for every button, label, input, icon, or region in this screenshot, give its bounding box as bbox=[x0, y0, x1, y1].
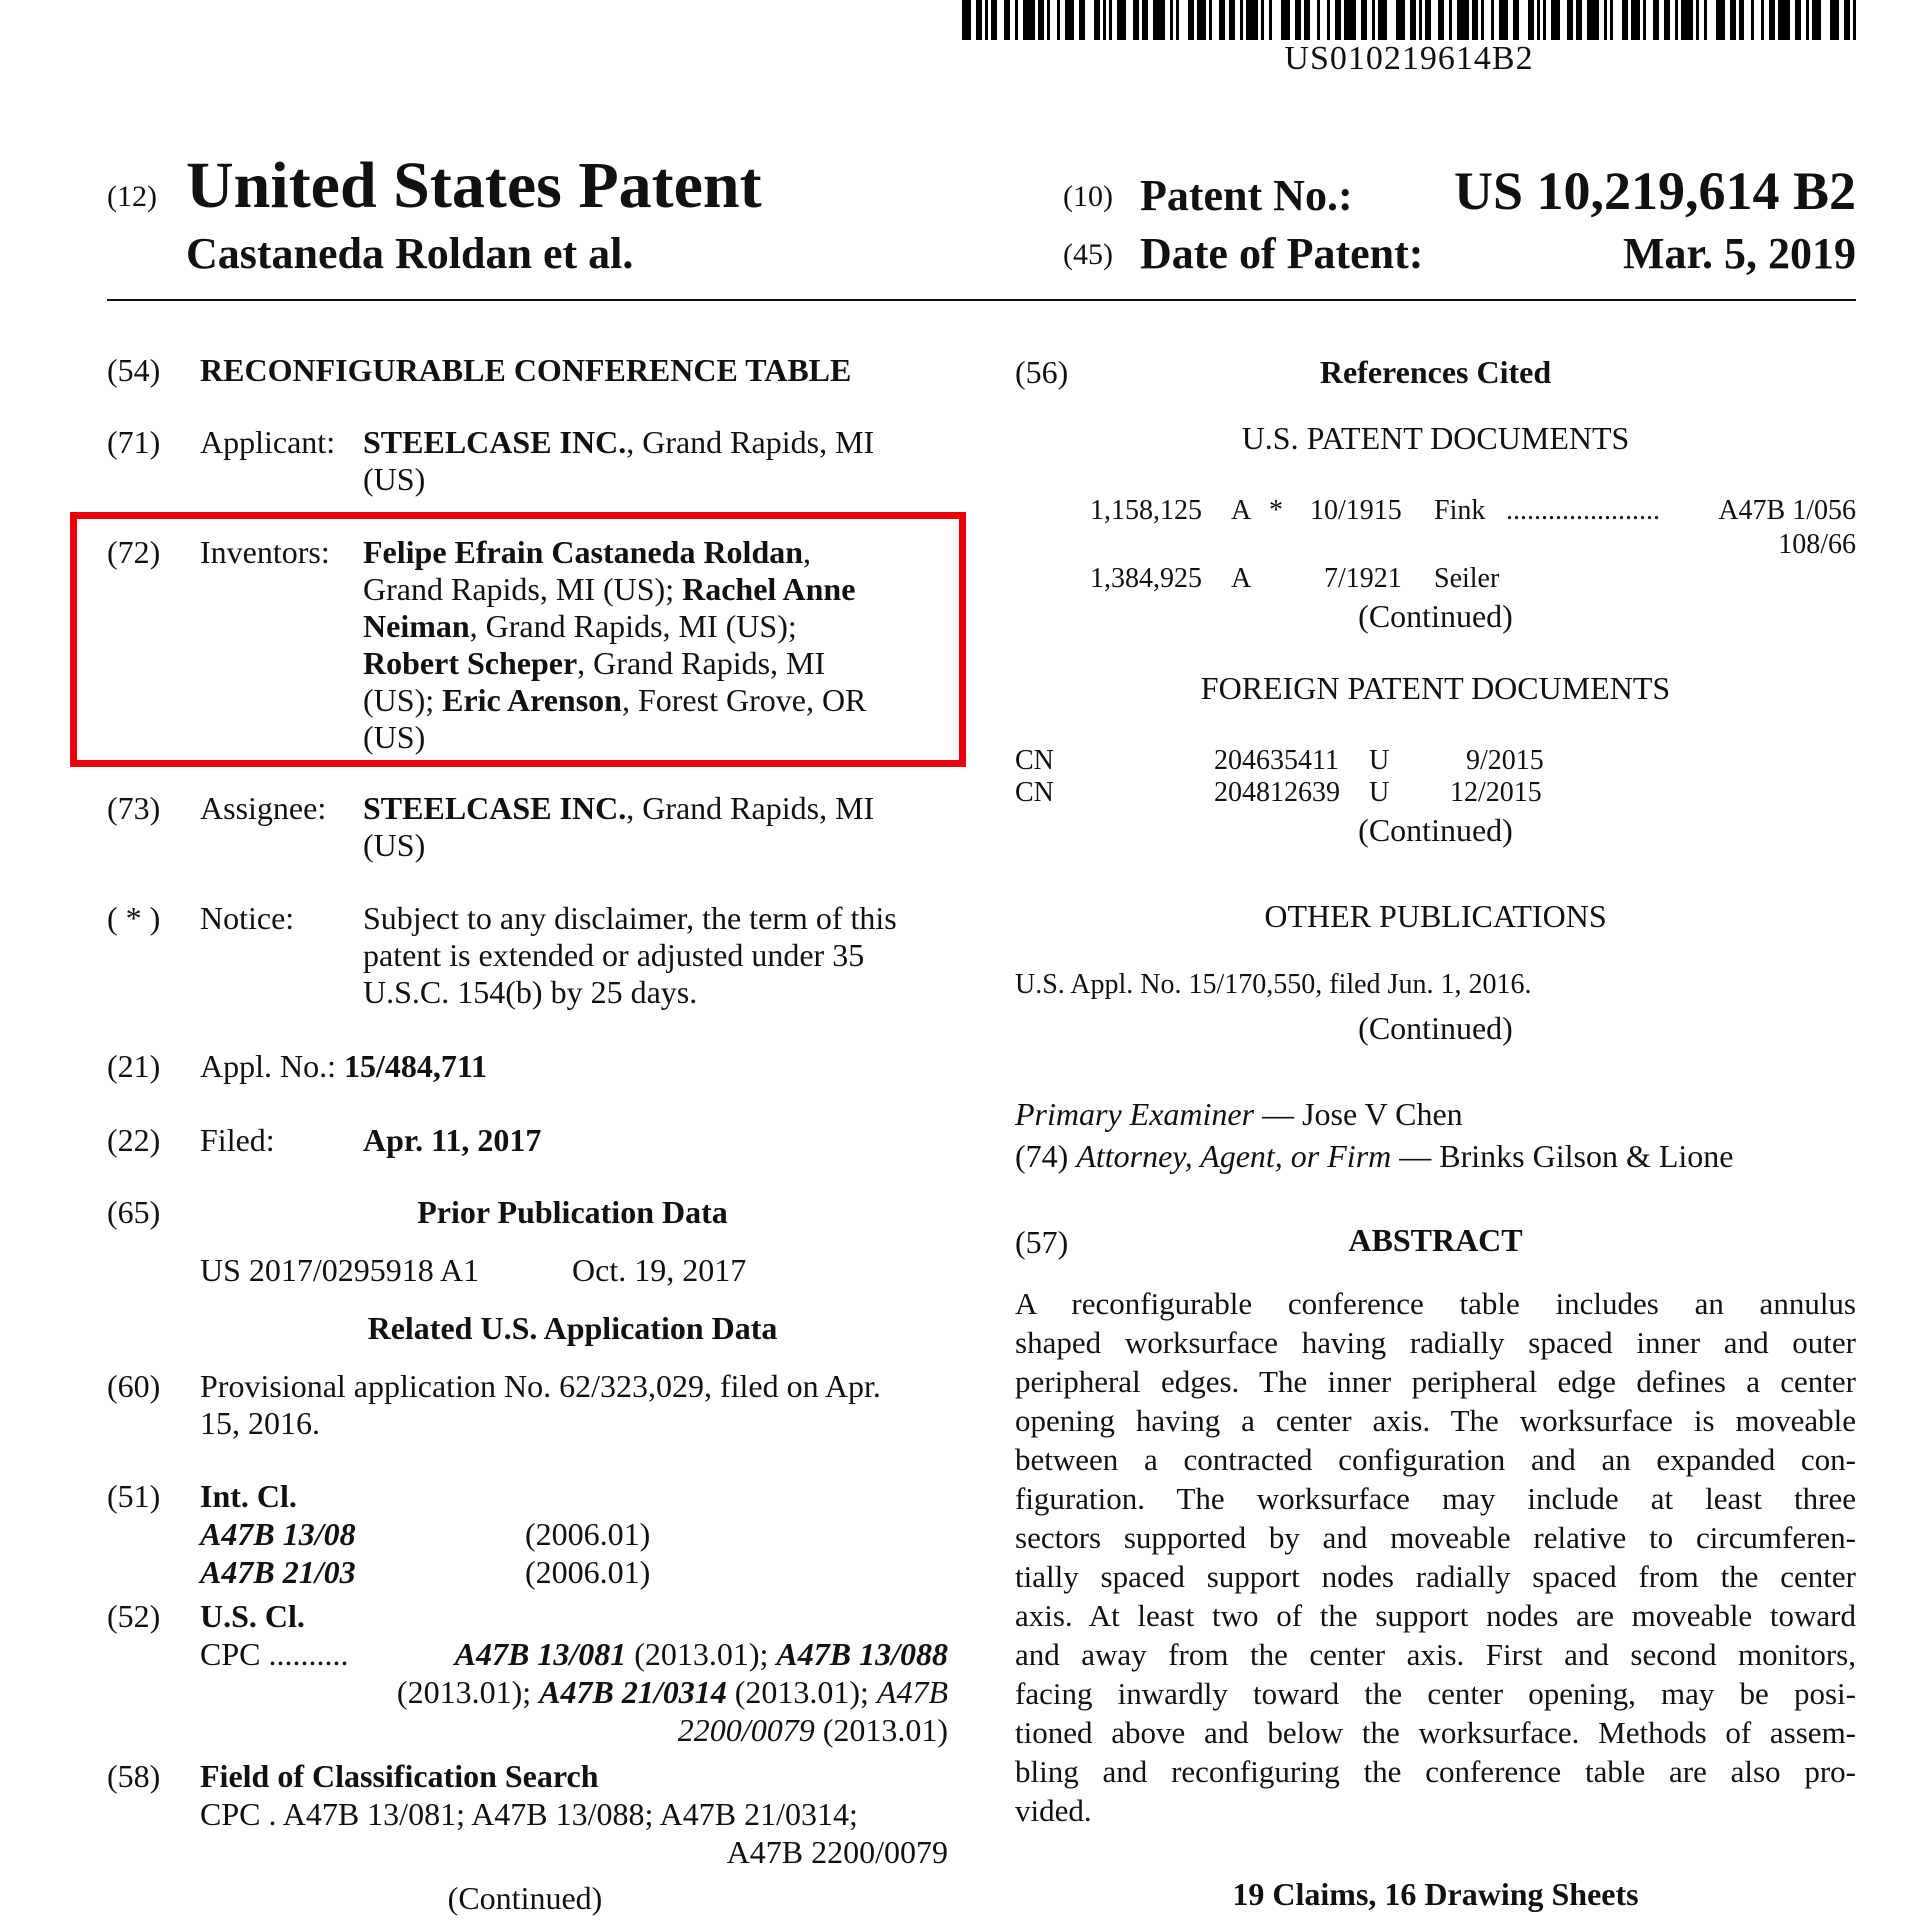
cpc-version: (2013.01); bbox=[626, 1636, 777, 1672]
other-pub-entry: U.S. Appl. No. 15/170,550, filed Jun. 1, 2016. bbox=[1015, 969, 1532, 1000]
barcode-bar bbox=[1378, 0, 1387, 40]
cpc-version: (2013.01) bbox=[814, 1712, 948, 1748]
abstract-line: axis. At least two of the support nodes are moveable toward bbox=[1015, 1598, 1856, 1633]
barcode-space bbox=[997, 0, 1004, 40]
assignee-code: (73) bbox=[107, 790, 161, 826]
refs-code: (56) bbox=[1015, 354, 1069, 390]
barcode-space bbox=[1387, 0, 1396, 40]
barcode-space bbox=[1272, 0, 1281, 40]
other-pubs-heading: OTHER PUBLICATIONS bbox=[1264, 898, 1607, 934]
primary-examiner bbox=[1015, 1096, 1463, 1133]
provisional-line: Provisional application No. 62/323,029, filed on Apr. bbox=[200, 1368, 881, 1404]
barcode-bar bbox=[1778, 0, 1790, 40]
barcode-space bbox=[1484, 0, 1491, 40]
barcode-space bbox=[1310, 0, 1317, 40]
barcode-bar bbox=[1344, 0, 1356, 40]
barcode-space bbox=[1707, 0, 1716, 40]
patent-number: US 10,219,614 B2 bbox=[1453, 161, 1856, 221]
notice-line: Subject to any disclaimer, the term of this bbox=[363, 900, 897, 936]
related-app-heading: Related U.S. Application Data bbox=[367, 1310, 778, 1346]
notice-line: patent is extended or adjusted under 35 bbox=[363, 937, 865, 973]
doc-kind: A bbox=[1231, 495, 1252, 526]
assignee-value bbox=[363, 790, 948, 864]
examiner-name: Jose V Chen bbox=[1302, 1096, 1463, 1132]
inventor-location: , Grand Rapids, MI bbox=[577, 645, 826, 681]
us-cl-line bbox=[200, 1674, 948, 1711]
int-cl-code: (51) bbox=[107, 1478, 161, 1514]
inventor-name: Eric Arenson bbox=[442, 682, 622, 718]
field-search-label: Field of Classification Search bbox=[200, 1758, 599, 1794]
us-cl-line bbox=[200, 1712, 948, 1749]
continued-note: (Continued) bbox=[1358, 1010, 1513, 1046]
field-search-line: CPC . A47B 13/081; A47B 13/088; A47B 21/0314; bbox=[200, 1796, 858, 1832]
abstract-line: tially spaced support nodes radially spaced from the center bbox=[1015, 1559, 1856, 1594]
notice-value bbox=[363, 900, 948, 1011]
abstract-line: sectors supported by and moveable relative to circumferen- bbox=[1015, 1520, 1856, 1555]
barcode-space bbox=[1126, 0, 1133, 40]
doc-kind: U bbox=[1369, 777, 1390, 808]
barcode-bar bbox=[1065, 0, 1074, 40]
leader-dots: .......... bbox=[268, 1636, 349, 1672]
doc-inventor: Seiler bbox=[1434, 563, 1500, 594]
examiner-label: Primary Examiner bbox=[1015, 1096, 1255, 1132]
date-of-patent: Mar. 5, 2019 bbox=[1622, 229, 1856, 278]
cpc-class: 2200/0079 bbox=[677, 1712, 815, 1748]
barcode-space bbox=[1519, 0, 1528, 40]
separator: , bbox=[803, 534, 812, 570]
inventor-location: , Forest Grove, OR bbox=[621, 682, 867, 718]
applicant-code: (71) bbox=[107, 424, 161, 460]
notice-code: ( * ) bbox=[107, 900, 161, 936]
inventor-name: Felipe Efrain Castaneda Roldan bbox=[363, 534, 804, 570]
provisional-code: (60) bbox=[107, 1368, 161, 1404]
code-10: (10) bbox=[1063, 180, 1113, 213]
cpc-version: (2013.01); bbox=[396, 1674, 540, 1710]
inventor-name: Neiman bbox=[363, 608, 470, 644]
doc-number: 204635411 bbox=[1214, 745, 1339, 776]
authors: Castaneda Roldan et al. bbox=[186, 229, 634, 278]
invention-title: RECONFIGURABLE CONFERENCE TABLE bbox=[200, 352, 852, 388]
abstract-line: facing inwardly toward the center opening, may be posi- bbox=[1015, 1676, 1856, 1711]
assignee-country: (US) bbox=[363, 827, 426, 863]
title-code: (54) bbox=[107, 352, 161, 388]
barcode-bar bbox=[1396, 0, 1405, 40]
barcode bbox=[962, 0, 1856, 40]
references-heading: References Cited bbox=[1319, 354, 1552, 390]
barcode-space bbox=[1212, 0, 1219, 40]
inventors-code: (72) bbox=[107, 534, 161, 570]
doc-date: 12/2015 bbox=[1450, 777, 1542, 808]
us-cl-first-line bbox=[455, 1636, 948, 1673]
applicant-location: , Grand Rapids, MI bbox=[626, 424, 875, 460]
publication-number: US010219614B2 bbox=[1284, 40, 1534, 77]
cpc-class: A47B 13/081 bbox=[454, 1636, 627, 1672]
patent-type-title: United States Patent bbox=[186, 149, 762, 222]
inventor-name: Robert Scheper bbox=[363, 645, 578, 681]
code-45: (45) bbox=[1063, 238, 1113, 271]
barcode-bar bbox=[1117, 0, 1126, 40]
field-search-line: A47B 2200/0079 bbox=[726, 1834, 948, 1870]
cpc-version: (2013.01); bbox=[726, 1674, 877, 1710]
inventor-location: (US); bbox=[363, 682, 443, 718]
inventor-location: (US) bbox=[363, 719, 426, 755]
barcode-bar bbox=[1551, 0, 1560, 40]
barcode-bar bbox=[1812, 0, 1821, 40]
claims-summary: 19 Claims, 16 Drawing Sheets bbox=[1232, 1876, 1639, 1912]
prior-pub-date: Oct. 19, 2017 bbox=[572, 1252, 747, 1288]
attorney-label: Attorney, Agent, or Firm bbox=[1076, 1138, 1392, 1174]
assignee-name: STEELCASE INC. bbox=[363, 790, 627, 826]
doc-kind: U bbox=[1369, 745, 1390, 776]
cpc-class: A47B bbox=[876, 1674, 948, 1710]
abstract-line: shaped worksurface having radially spaced inner and outer bbox=[1015, 1325, 1856, 1360]
prior-pub-heading: Prior Publication Data bbox=[417, 1194, 728, 1230]
date-of-patent-label: Date of Patent: bbox=[1140, 229, 1424, 278]
prior-pub-number: US 2017/0295918 A1 bbox=[200, 1252, 480, 1288]
applicant-value bbox=[363, 424, 948, 498]
doc-date: 9/2015 bbox=[1466, 745, 1544, 776]
doc-class: 108/66 bbox=[1778, 529, 1856, 560]
barcode-space bbox=[1560, 0, 1567, 40]
us-cl-label: U.S. Cl. bbox=[200, 1598, 305, 1634]
filed-code: (22) bbox=[107, 1122, 161, 1158]
barcode-space bbox=[1754, 0, 1761, 40]
appl-number: 15/484,711 bbox=[344, 1048, 488, 1084]
attorney bbox=[1015, 1138, 1733, 1175]
assignee-location: , Grand Rapids, MI bbox=[626, 790, 875, 826]
barcode-bar bbox=[1499, 0, 1508, 40]
patent-no-label: Patent No.: bbox=[1140, 171, 1353, 220]
abstract-line: figuration. The worksurface may include at least three bbox=[1015, 1481, 1856, 1516]
inventor-name: Rachel Anne bbox=[682, 571, 856, 607]
leader-dots: ...................... bbox=[1506, 495, 1660, 526]
inventor-location: Grand Rapids, MI (US); bbox=[363, 571, 683, 607]
doc-date: 7/1921 bbox=[1324, 563, 1402, 594]
barcode-bar bbox=[1023, 0, 1035, 40]
barcode-bar bbox=[1197, 0, 1206, 40]
int-cl-version: (2006.01) bbox=[525, 1516, 651, 1552]
doc-number: 1,158,125 bbox=[1090, 495, 1202, 526]
int-cl-label: Int. Cl. bbox=[200, 1478, 297, 1514]
int-cl-class: A47B 21/03 bbox=[200, 1554, 356, 1590]
abstract-body bbox=[1015, 1284, 1856, 1830]
barcode-bar bbox=[1153, 0, 1165, 40]
doc-class: A47B 1/056 bbox=[1718, 495, 1856, 526]
cpc-class: A47B 13/088 bbox=[776, 1636, 948, 1672]
abstract-line: opening having a center axis. The worksurface is moveable bbox=[1015, 1403, 1856, 1438]
assignee-label: Assignee: bbox=[200, 790, 327, 826]
filed-date: Apr. 11, 2017 bbox=[363, 1122, 542, 1158]
cpc-class: A47B 21/0314 bbox=[539, 1674, 727, 1710]
continued-note: (Continued) bbox=[1358, 812, 1513, 848]
int-cl-class: A47B 13/08 bbox=[200, 1516, 356, 1552]
doc-star: * bbox=[1269, 495, 1283, 526]
barcode-bar bbox=[1853, 0, 1856, 40]
abstract-line: vided. bbox=[1015, 1793, 1092, 1828]
highlight-box bbox=[70, 512, 966, 767]
barcode-space bbox=[1050, 0, 1057, 40]
barcode-space bbox=[1320, 0, 1327, 40]
header-rule bbox=[107, 299, 1856, 301]
abstract-line: and away from the center axis. First and second monitors, bbox=[1015, 1637, 1856, 1672]
int-cl-version: (2006.01) bbox=[525, 1554, 651, 1590]
barcode-bar bbox=[1457, 0, 1469, 40]
barcode-bar bbox=[1716, 0, 1725, 40]
abstract-line: A reconfigurable conference table includes an annulus bbox=[1015, 1286, 1856, 1321]
appl-row bbox=[200, 1048, 487, 1085]
doc-kind: A bbox=[1231, 563, 1252, 594]
abstract-line: peripheral edges. The inner peripheral edge defines a center bbox=[1015, 1364, 1856, 1399]
barcode-bar bbox=[962, 0, 971, 40]
barcode-space bbox=[1646, 0, 1653, 40]
barcode-space bbox=[1821, 0, 1830, 40]
barcode-bar bbox=[1631, 0, 1640, 40]
dash: — bbox=[1391, 1138, 1440, 1174]
doc-inventor: Fink bbox=[1434, 495, 1486, 526]
doc-date: 10/1915 bbox=[1310, 495, 1402, 526]
us-cl-code: (52) bbox=[107, 1598, 161, 1634]
barcode-bar bbox=[1587, 0, 1599, 40]
applicant-label: Applicant: bbox=[200, 424, 336, 460]
barcode-bar bbox=[1246, 0, 1258, 40]
dash: — bbox=[1254, 1096, 1303, 1132]
doc-number: 204812639 bbox=[1214, 777, 1340, 808]
provisional-text bbox=[200, 1368, 948, 1442]
doc-number: 1,384,925 bbox=[1090, 563, 1202, 594]
barcode-bar bbox=[1681, 0, 1693, 40]
inventors-label: Inventors: bbox=[200, 534, 330, 570]
abstract-code: (57) bbox=[1015, 1224, 1069, 1260]
foreign-docs-heading: FOREIGN PATENT DOCUMENTS bbox=[1200, 670, 1671, 706]
inventor-location: , Grand Rapids, MI (US); bbox=[469, 608, 797, 644]
filed-label: Filed: bbox=[200, 1122, 275, 1158]
barcode-space bbox=[1744, 0, 1751, 40]
notice-line: U.S.C. 154(b) by 25 days. bbox=[363, 974, 698, 1010]
applicant-country: (US) bbox=[363, 461, 426, 497]
attorney-code: (74) bbox=[1015, 1138, 1069, 1174]
continued-note: (Continued) bbox=[1358, 598, 1513, 634]
code-12: (12) bbox=[107, 180, 157, 213]
cpc-label: CPC bbox=[200, 1636, 261, 1672]
prior-pub-code: (65) bbox=[107, 1194, 161, 1230]
abstract-line: tioned above and below the worksurface. Methods of assem- bbox=[1015, 1715, 1856, 1750]
attorney-name: Brinks Gilson & Lione bbox=[1439, 1138, 1734, 1174]
doc-country: CN bbox=[1015, 745, 1054, 776]
appl-code: (21) bbox=[107, 1048, 161, 1084]
abstract-line: bling and reconfiguring the conference table are also pro- bbox=[1015, 1754, 1856, 1789]
notice-label: Notice: bbox=[200, 900, 295, 936]
us-cl-line bbox=[200, 1636, 948, 1673]
barcode-space bbox=[1179, 0, 1188, 40]
barcode-bar bbox=[1281, 0, 1290, 40]
us-docs-heading: U.S. PATENT DOCUMENTS bbox=[1241, 420, 1630, 456]
doc-country: CN bbox=[1015, 777, 1054, 808]
applicant-name: STEELCASE INC. bbox=[363, 424, 627, 460]
appl-label: Appl. No.: bbox=[200, 1048, 336, 1084]
barcode-space bbox=[1613, 0, 1622, 40]
provisional-line: 15, 2016. bbox=[200, 1405, 320, 1441]
abstract-line: between a contracted configuration and an expanded con- bbox=[1015, 1442, 1856, 1477]
continued-note: (Continued) bbox=[447, 1880, 603, 1916]
barcode-bar bbox=[1830, 0, 1839, 40]
barcode-space bbox=[1431, 0, 1438, 40]
barcode-space bbox=[1085, 0, 1094, 40]
abstract-heading: ABSTRACT bbox=[1348, 1222, 1523, 1258]
field-search-code: (58) bbox=[107, 1758, 161, 1794]
